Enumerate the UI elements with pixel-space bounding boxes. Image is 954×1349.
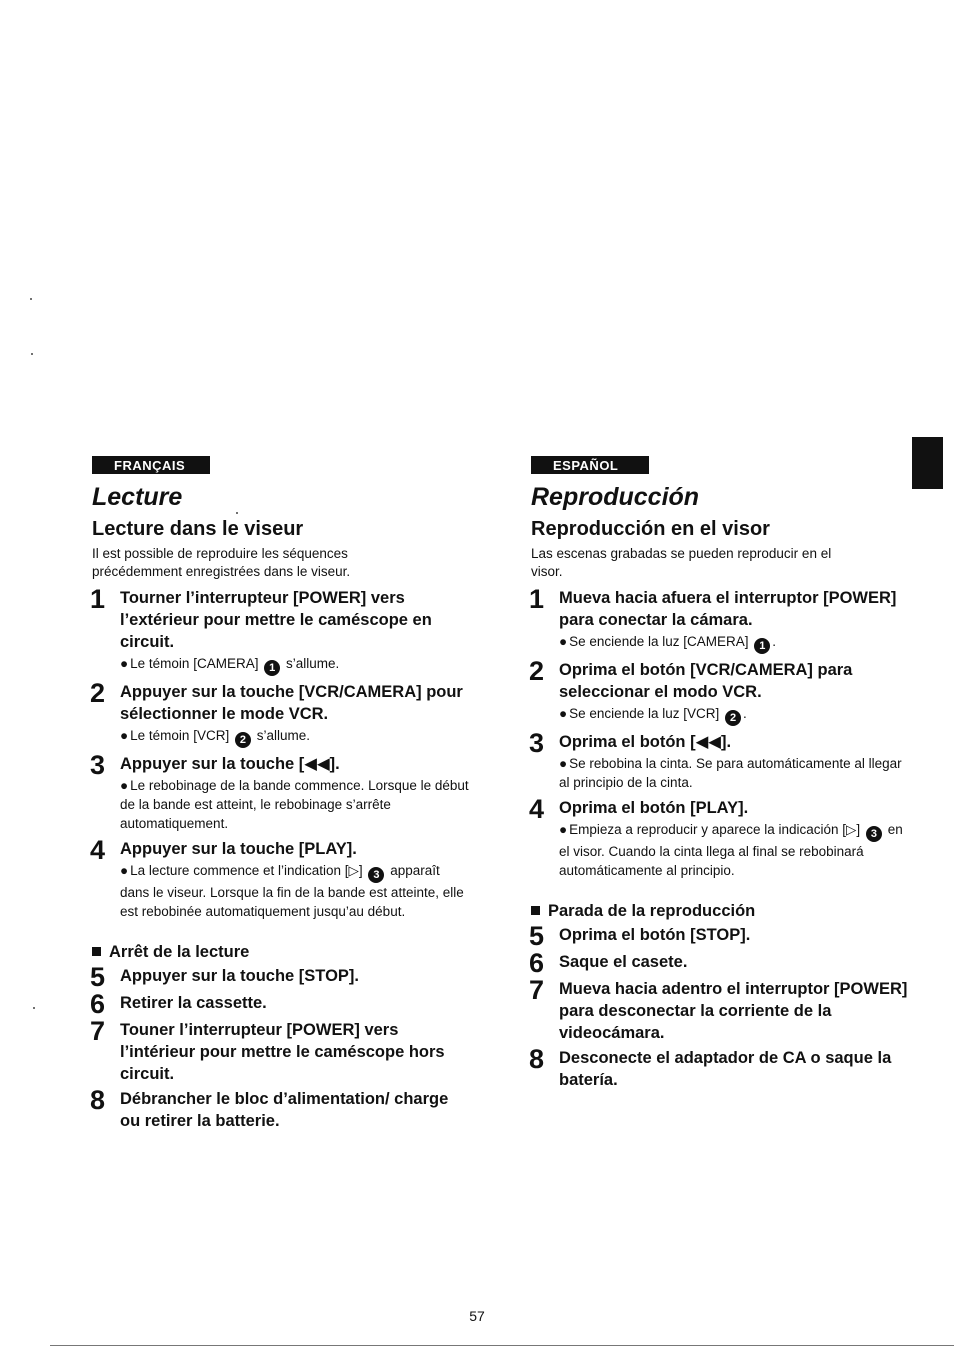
step-instruction: Oprima el botón [VCR/CAMERA] para seleccionar el modo VCR.: [559, 661, 853, 701]
bottom-divider: [50, 1345, 954, 1346]
indicator-marker-icon: 1: [264, 660, 280, 676]
bullet-icon: ●: [120, 656, 129, 671]
column-spanish: [531, 456, 911, 1091]
step-note: ● La lecture commence et l’indication [▷] 3 apparaît dans le viseur. Lorsque la fin de la bande est atteinte, elle est rebobinée automatiquement jusqu’au début.: [120, 863, 464, 919]
step-note: ● Le rebobinage de la bande commence. Lorsque le début de la bande est atteint, le rebobinage s’arrête automatiquement.: [120, 778, 469, 831]
step-number: 7: [529, 975, 545, 1005]
page-title: Reproducción: [531, 483, 700, 511]
step-number: 5: [529, 921, 545, 951]
bullet-icon: ●: [559, 756, 568, 771]
indicator-marker-icon: 2: [725, 710, 741, 726]
bullet-icon: ●: [559, 822, 568, 837]
indicator-marker-icon: 2: [235, 732, 251, 748]
step-instruction: Saque el casete.: [559, 953, 688, 971]
section-edge-tab: [912, 437, 943, 489]
step-3: [90, 750, 472, 835]
column-french: [92, 456, 472, 1132]
intro-line: Las escenas grabadas se pueden reproducir en el: [531, 546, 832, 561]
step-instruction: Débrancher le bloc d’alimentation/ charge ou retirer la batterie.: [120, 1090, 449, 1130]
step-instruction: Touner l’interrupteur [POWER] vers l’intérieur pour mettre le caméscope hors circuit.: [120, 1021, 445, 1083]
step-note: ● Le témoin [CAMERA] 1 s’allume.: [120, 656, 340, 674]
stop-section-heading: Arrêt de la lecture: [92, 943, 472, 962]
step-5: [529, 921, 911, 951]
scan-speck: [30, 298, 32, 300]
bullet-icon: ●: [120, 728, 129, 743]
scan-speck: [33, 1007, 35, 1009]
language-tag: FRANÇAIS: [92, 456, 210, 474]
intro-text: [92, 545, 472, 581]
section-subtitle: Reproducción en el visor: [531, 518, 770, 540]
scan-speck: [31, 353, 33, 355]
step-note: ● Empieza a reproducir y aparece la indicación [▷] 3 en el visor. Cuando la cinta llega al final se rebobinará automáticamente al principio.: [559, 822, 903, 878]
step-2: [90, 678, 472, 750]
step-note: ● Le témoin [VCR] 2 s’allume.: [120, 728, 311, 746]
step-note: ● Se rebobina la cinta. Se para automáticamente al llegar al principio de la cinta.: [559, 756, 902, 790]
square-bullet-icon: [531, 906, 540, 915]
step-1: [90, 584, 472, 678]
scan-speck: [236, 512, 238, 514]
step-number: 2: [90, 678, 106, 708]
step-instruction: Oprima el botón [◀◀].: [559, 733, 732, 751]
intro-line: Il est possible de reproduire les séquences: [92, 546, 348, 561]
step-instruction: Appuyer sur la touche [◀◀].: [120, 755, 340, 773]
step-4: [90, 835, 472, 923]
step-instruction: Appuyer sur la touche [STOP].: [120, 967, 359, 985]
step-8: [529, 1044, 911, 1091]
step-instruction: Tourner l’interrupteur [POWER] vers l’extérieur pour mettre le caméscope en circuit.: [120, 589, 432, 651]
indicator-marker-icon: 3: [866, 826, 882, 842]
step-6: [529, 948, 911, 978]
step-4: [529, 794, 911, 882]
step-2: [529, 656, 911, 728]
step-number: 3: [529, 728, 545, 758]
step-6: [90, 989, 472, 1019]
intro-line: visor.: [531, 564, 563, 579]
indicator-marker-icon: 3: [368, 867, 384, 883]
step-3: [529, 728, 911, 794]
step-instruction: Mueva hacia afuera el interruptor [POWER] para conectar la cámara.: [559, 589, 897, 629]
indicator-marker-icon: 1: [754, 638, 770, 654]
step-number: 6: [529, 948, 545, 978]
intro-text: [531, 545, 911, 581]
step-instruction: Oprima el botón [STOP].: [559, 926, 751, 944]
step-number: 1: [529, 584, 545, 614]
square-bullet-icon: [92, 947, 101, 956]
step-instruction: Retirer la cassette.: [120, 994, 267, 1012]
intro-line: précédemment enregistrées dans le viseur.: [92, 564, 351, 579]
step-7: [529, 975, 911, 1044]
bullet-icon: ●: [559, 634, 568, 649]
step-7: [90, 1016, 472, 1085]
bullet-icon: ●: [120, 863, 129, 878]
step-1: [529, 584, 911, 656]
step-number: 8: [529, 1044, 545, 1074]
step-number: 2: [529, 656, 545, 686]
step-number: 4: [529, 794, 545, 824]
language-tag: ESPAÑOL: [531, 456, 649, 474]
step-instruction: Appuyer sur la touche [VCR/CAMERA] pour sélectionner le mode VCR.: [120, 683, 463, 723]
stop-section-heading: Parada de la reproducción: [531, 902, 911, 921]
step-number: 6: [90, 989, 106, 1019]
step-number: 1: [90, 584, 106, 614]
step-number: 4: [90, 835, 106, 865]
step-note: ● Se enciende la luz [VCR] 2 .: [559, 706, 747, 724]
step-instruction: Appuyer sur la touche [PLAY].: [120, 840, 357, 858]
step-instruction: Desconecte el adaptador de CA o saque la batería.: [559, 1049, 892, 1089]
page-title: Lecture: [92, 483, 183, 511]
step-8: [90, 1085, 472, 1132]
step-number: 7: [90, 1016, 106, 1046]
step-instruction: Mueva hacia adentro el interruptor [POWER] para desconectar la corriente de la videocámara.: [559, 980, 908, 1042]
bullet-icon: ●: [120, 778, 129, 793]
step-instruction: Oprima el botón [PLAY].: [559, 799, 749, 817]
step-note: ● Se enciende la luz [CAMERA] 1 .: [559, 634, 777, 652]
step-number: 5: [90, 962, 106, 992]
step-5: [90, 962, 472, 992]
step-number: 8: [90, 1085, 106, 1115]
step-number: 3: [90, 750, 106, 780]
bullet-icon: ●: [559, 706, 568, 721]
page-number: 57: [469, 1308, 485, 1324]
section-subtitle: Lecture dans le viseur: [92, 518, 304, 540]
